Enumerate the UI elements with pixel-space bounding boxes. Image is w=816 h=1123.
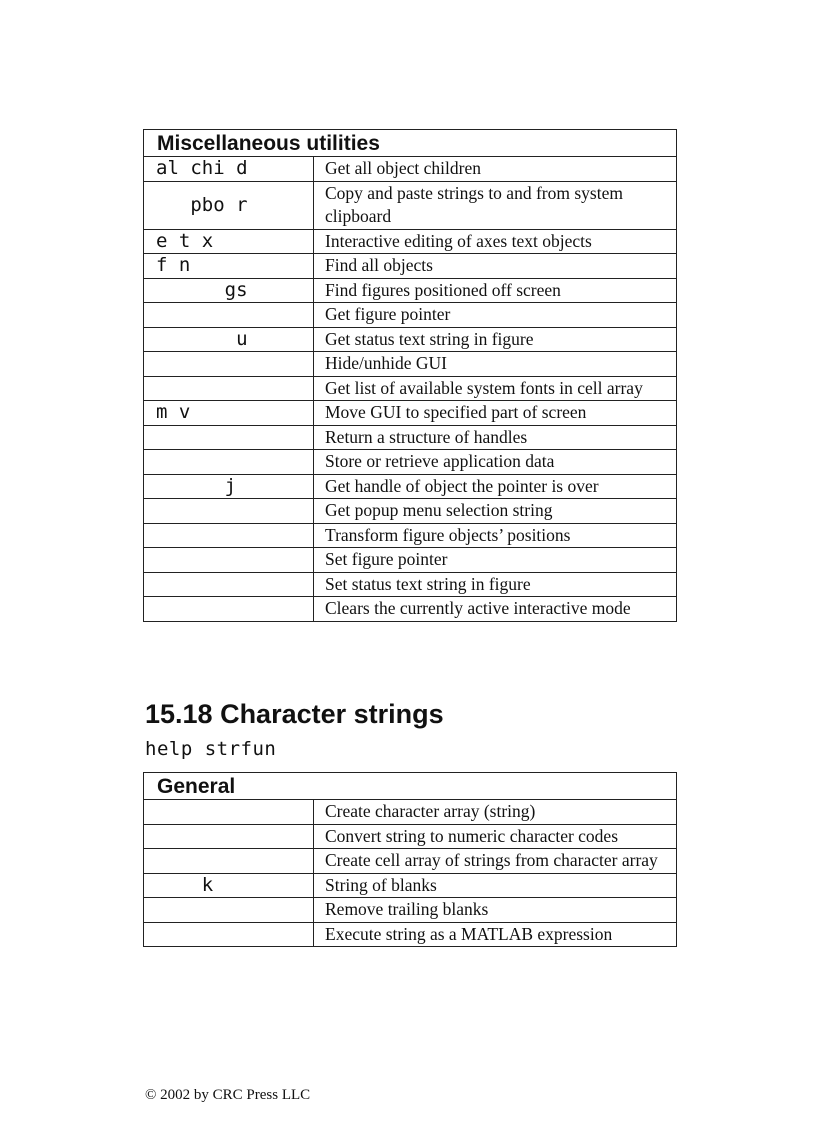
table-row: [144, 597, 677, 622]
function-name: [144, 523, 314, 548]
function-name: [144, 824, 314, 849]
function-name: al chi d: [144, 157, 314, 182]
function-name: [144, 800, 314, 825]
section-heading: 15.18 Character strings: [145, 699, 444, 729]
misc-utilities-table: [143, 129, 677, 622]
general-strings-table: [143, 772, 677, 947]
function-description: Remove trailing blanks: [314, 898, 677, 923]
function-name: gs: [144, 278, 314, 303]
function-name: [144, 849, 314, 874]
function-description: Copy and paste strings to and from system clipboard: [314, 181, 677, 229]
table-row: [144, 401, 677, 426]
function-description: String of blanks: [314, 873, 677, 898]
function-name: m v: [144, 401, 314, 426]
function-name: j: [144, 474, 314, 499]
table-row: [144, 849, 677, 874]
function-name: u: [144, 327, 314, 352]
table-row: [144, 922, 677, 947]
function-description: Create cell array of strings from character array: [314, 849, 677, 874]
table-row: [144, 376, 677, 401]
table-row: [144, 523, 677, 548]
function-description: Interactive editing of axes text objects: [314, 229, 677, 254]
function-name: pbo r: [144, 181, 314, 229]
table-row: [144, 898, 677, 923]
table-row: [144, 873, 677, 898]
function-name: e t x: [144, 229, 314, 254]
function-name: [144, 376, 314, 401]
table-row: [144, 572, 677, 597]
function-description: Get handle of object the pointer is over: [314, 474, 677, 499]
function-name: [144, 450, 314, 475]
function-name: [144, 303, 314, 328]
table-header-row: [144, 773, 677, 800]
table-row: [144, 303, 677, 328]
help-command: help strfun: [145, 738, 277, 760]
table-row: [144, 327, 677, 352]
table-row: [144, 548, 677, 573]
function-description: Convert string to numeric character codes: [314, 824, 677, 849]
table-header-row: [144, 130, 677, 157]
function-description: Hide/unhide GUI: [314, 352, 677, 377]
function-description: Transform figure objects’ positions: [314, 523, 677, 548]
function-description: Get status text string in figure: [314, 327, 677, 352]
copyright-footer: © 2002 by CRC Press LLC: [145, 1087, 311, 1103]
function-description: Get popup menu selection string: [314, 499, 677, 524]
table-row: [144, 278, 677, 303]
function-description: Return a structure of handles: [314, 425, 677, 450]
function-name: [144, 499, 314, 524]
function-description: Get figure pointer: [314, 303, 677, 328]
table-row: [144, 181, 677, 229]
function-description: Set figure pointer: [314, 548, 677, 573]
function-description: Clears the currently active interactive mode: [314, 597, 677, 622]
function-name: f n: [144, 254, 314, 279]
table-row: [144, 254, 677, 279]
table-header: General: [144, 773, 677, 800]
function-name: [144, 572, 314, 597]
table-row: [144, 425, 677, 450]
function-description: Set status text string in figure: [314, 572, 677, 597]
function-name: [144, 597, 314, 622]
function-description: Get list of available system fonts in cell array: [314, 376, 677, 401]
table-row: [144, 229, 677, 254]
table-row: [144, 352, 677, 377]
function-description: Move GUI to specified part of screen: [314, 401, 677, 426]
function-description: Execute string as a MATLAB expression: [314, 922, 677, 947]
table-row: [144, 824, 677, 849]
function-name: [144, 898, 314, 923]
table-header: Miscellaneous utilities: [144, 130, 677, 157]
function-name: k: [144, 873, 314, 898]
function-name: [144, 352, 314, 377]
function-name: [144, 548, 314, 573]
table-row: [144, 157, 677, 182]
function-description: Store or retrieve application data: [314, 450, 677, 475]
function-description: Find all objects: [314, 254, 677, 279]
table-row: [144, 800, 677, 825]
function-description: Get all object children: [314, 157, 677, 182]
function-description: Create character array (string): [314, 800, 677, 825]
table-row: [144, 450, 677, 475]
function-name: [144, 922, 314, 947]
table-row: [144, 474, 677, 499]
table-row: [144, 499, 677, 524]
function-name: [144, 425, 314, 450]
function-description: Find figures positioned off screen: [314, 278, 677, 303]
